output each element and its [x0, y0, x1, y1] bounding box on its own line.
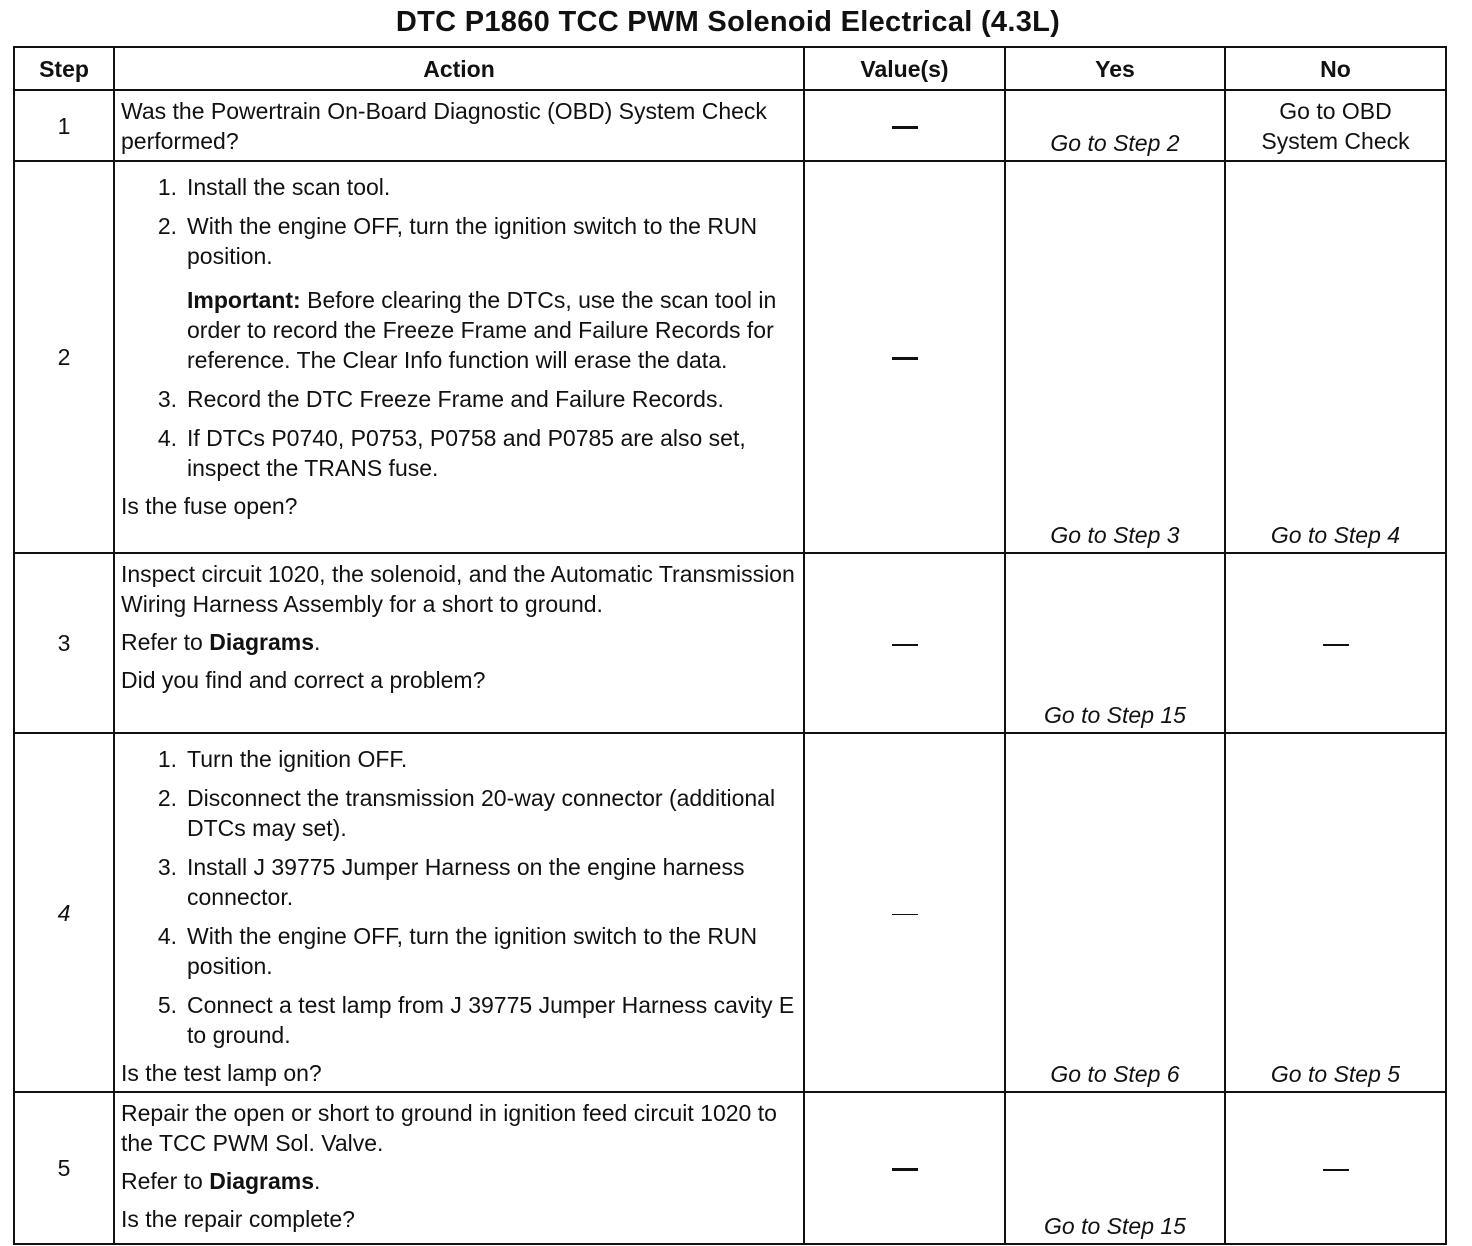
step-number: 1 [14, 90, 114, 161]
refer-prefix: Refer to [121, 629, 203, 655]
no-cell [1225, 1092, 1446, 1244]
list-number: 4. [157, 425, 177, 451]
page-title: DTC P1860 TCC PWM Solenoid Electrical (4.3L) [395, 6, 1061, 38]
yes-link[interactable]: Go to Step 3 [1005, 161, 1225, 553]
list-number: 1. [157, 174, 177, 200]
value-cell [804, 1092, 1005, 1244]
value-cell [804, 553, 1005, 733]
value-dash [892, 1168, 918, 1171]
yes-link[interactable]: Go to Step 15 [1005, 1092, 1225, 1244]
step-number: 5 [14, 1092, 114, 1244]
list-text: Connect a test lamp from J 39775 Jumper Harness cavity E to ground. [187, 992, 795, 1048]
step-number: 3 [14, 553, 114, 733]
list-number: 3. [157, 854, 177, 880]
list-text: Turn the ignition OFF. [187, 746, 408, 772]
yes-link[interactable]: Go to Step 15 [1005, 553, 1225, 733]
list-text: Record the DTC Freeze Frame and Failure Records. [187, 386, 724, 412]
list-number: 3. [157, 386, 177, 412]
header-step: Step [14, 47, 114, 90]
list-item [121, 852, 795, 912]
list-text: Install the scan tool. [187, 174, 391, 200]
refer-period: . [314, 1168, 321, 1194]
yes-link[interactable]: Go to Step 2 [1005, 90, 1225, 161]
table-row [14, 733, 1446, 1092]
refer-line [121, 627, 795, 657]
step-number: 4 [14, 733, 114, 1092]
important-note [121, 285, 795, 375]
question-text: Is the repair complete? [121, 1206, 355, 1232]
no-dash [1323, 644, 1349, 646]
refer-period: . [314, 629, 321, 655]
list-item [121, 384, 795, 414]
diagrams-link[interactable]: Diagrams [209, 1168, 315, 1194]
list-text: With the engine OFF, turn the ignition switch to the RUN position. [187, 923, 758, 979]
list-text: Disconnect the transmission 20-way connector (additional DTCs may set). [187, 785, 776, 841]
action-cell [114, 161, 804, 553]
value-dash [892, 126, 918, 129]
value-cell [804, 733, 1005, 1092]
list-item [121, 423, 795, 483]
header-yes: Yes [1005, 47, 1225, 90]
no-link[interactable]: Go to Step 5 [1225, 733, 1446, 1092]
list-item [121, 990, 795, 1050]
table-row [14, 161, 1446, 553]
action-cell [114, 90, 804, 161]
list-text: Install J 39775 Jumper Harness on the engine harness connector. [187, 854, 745, 910]
note-text: Before clearing the DTCs, use the scan tool in order to record the Freeze Frame and Failure Records for reference. The Clear Info function will erase the data. [187, 287, 777, 373]
value-dash [892, 644, 918, 646]
step-number: 2 [14, 161, 114, 553]
table-row [14, 553, 1446, 733]
list-text: With the engine OFF, turn the ignition switch to the RUN position. [187, 213, 758, 269]
header-action: Action [114, 47, 804, 90]
table-row [14, 1092, 1446, 1244]
value-cell [804, 161, 1005, 553]
header-no: No [1225, 47, 1446, 90]
list-number: 5. [157, 992, 177, 1018]
list-item [121, 744, 795, 774]
action-cell [114, 553, 804, 733]
no-link[interactable]: Go to OBD System Check [1225, 90, 1446, 161]
list-text: If DTCs P0740, P0753, P0758 and P0785 are also set, inspect the TRANS fuse. [187, 425, 746, 481]
header-row [14, 47, 1446, 90]
table-row [14, 90, 1446, 161]
yes-link[interactable]: Go to Step 6 [1005, 733, 1225, 1092]
list-number: 2. [157, 213, 177, 239]
action-text: Inspect circuit 1020, the solenoid, and the Automatic Transmission Wiring Harness Assembly for a short to ground. [121, 561, 795, 617]
question-text: Is the fuse open? [121, 493, 298, 519]
note-label: Important: [187, 287, 301, 313]
question-text: Did you find and correct a problem? [121, 667, 486, 693]
diagnostic-table [13, 46, 1447, 1245]
list-number: 2. [157, 785, 177, 811]
list-number: 4. [157, 923, 177, 949]
list-item [121, 211, 795, 271]
list-item [121, 783, 795, 843]
value-dash [892, 914, 918, 916]
action-text: Was the Powertrain On-Board Diagnostic (OBD) System Check performed? [121, 97, 767, 154]
action-text: Repair the open or short to ground in ignition feed circuit 1020 to the TCC PWM Sol. Valve. [121, 1100, 777, 1156]
list-item [121, 172, 795, 202]
no-dash [1323, 1169, 1349, 1171]
no-cell [1225, 553, 1446, 733]
list-item [121, 921, 795, 981]
action-cell [114, 733, 804, 1092]
list-number: 1. [157, 746, 177, 772]
no-link[interactable]: Go to Step 4 [1225, 161, 1446, 553]
refer-prefix: Refer to [121, 1168, 203, 1194]
question-text: Is the test lamp on? [121, 1060, 322, 1086]
value-cell [804, 90, 1005, 161]
refer-line [121, 1166, 795, 1196]
diagrams-link[interactable]: Diagrams [209, 629, 315, 655]
action-cell [114, 1092, 804, 1244]
value-dash [892, 357, 918, 360]
header-values: Value(s) [804, 47, 1005, 90]
